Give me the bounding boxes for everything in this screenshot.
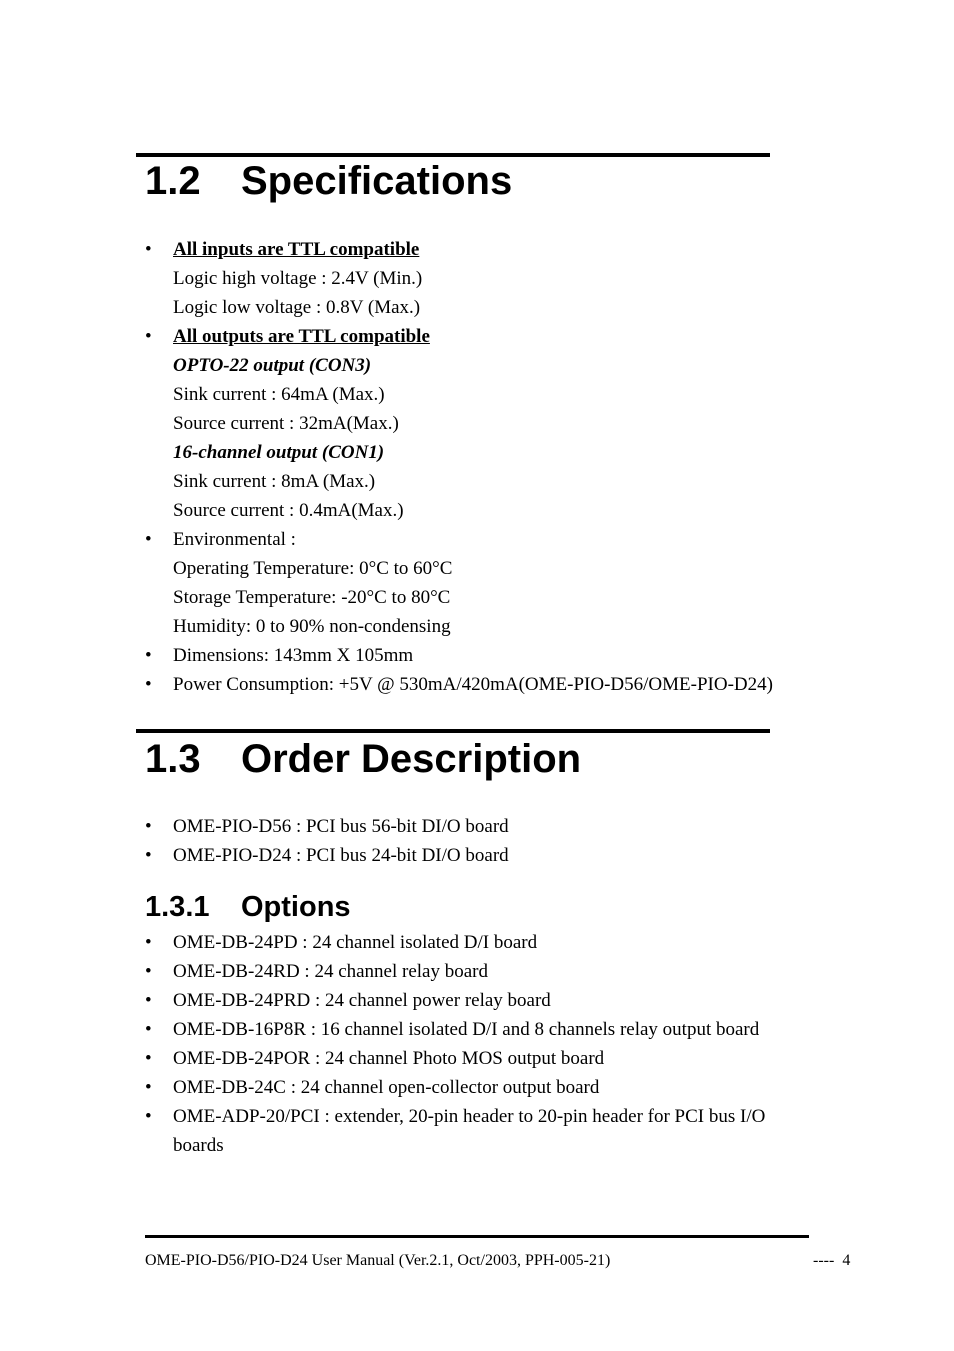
power-line: Power Consumption: +5V @ 530mA/420mA(OME-PIO-D56/OME-PIO-D24) xyxy=(173,674,773,695)
bullet: • xyxy=(145,326,152,347)
order-list xyxy=(145,812,509,870)
section-number: 1.2 xyxy=(145,159,201,203)
bullet: • xyxy=(145,845,152,866)
opto-heading: OPTO-22 output (CON3) xyxy=(173,355,372,376)
list-item xyxy=(145,957,813,986)
list-item xyxy=(145,986,813,1015)
outputs-heading: All outputs are TTL compatible xyxy=(173,326,430,347)
spec-line: Source current : 0.4mA(Max.) xyxy=(173,500,404,521)
bullet: • xyxy=(145,1019,152,1040)
bullet: • xyxy=(145,529,152,550)
list-item xyxy=(145,554,773,583)
list-item xyxy=(145,812,509,841)
spec-line: Humidity: 0 to 90% non-condensing xyxy=(173,616,451,637)
bullet: • xyxy=(145,1048,152,1069)
section-rule xyxy=(136,729,770,733)
bullet: • xyxy=(145,674,152,695)
subsection-heading-options xyxy=(145,893,351,922)
option-item: OME-ADP-20/PCI : extender, 20-pin header to 20-pin header for PCI bus I/O boards xyxy=(173,1106,766,1156)
spec-line: Operating Temperature: 0°C to 60°C xyxy=(173,558,453,579)
list-item xyxy=(145,322,773,351)
spec-line: Sink current : 64mA (Max.) xyxy=(173,384,385,405)
bullet: • xyxy=(145,932,152,953)
options-list xyxy=(145,928,813,1160)
bullet: • xyxy=(145,816,152,837)
list-item xyxy=(145,1073,813,1102)
list-item xyxy=(145,235,773,264)
dimensions-line: Dimensions: 143mm X 105mm xyxy=(173,645,414,666)
list-item xyxy=(145,496,773,525)
subsection-title: Options xyxy=(241,891,351,923)
list-item xyxy=(145,1015,813,1044)
option-item: OME-DB-24C : 24 channel open-collector output board xyxy=(173,1077,600,1098)
section-heading-order-description xyxy=(145,739,581,779)
section-number: 1.3 xyxy=(145,737,201,781)
list-item xyxy=(145,264,773,293)
footer-rule xyxy=(145,1235,809,1238)
spec-line: Source current : 32mA(Max.) xyxy=(173,413,399,434)
list-item xyxy=(145,670,773,699)
list-item xyxy=(145,1044,813,1073)
list-item xyxy=(145,525,773,554)
bullet: • xyxy=(145,645,152,666)
order-item: OME-PIO-D24 : PCI bus 24-bit DI/O board xyxy=(173,845,509,866)
footer-text: OME-PIO-D56/PIO-D24 User Manual (Ver.2.1, Oct/2003, PPH-005-21) xyxy=(145,1252,611,1269)
spec-line: Storage Temperature: -20°C to 80°C xyxy=(173,587,451,608)
option-item: OME-DB-24RD : 24 channel relay board xyxy=(173,961,489,982)
spec-line: Sink current : 8mA (Max.) xyxy=(173,471,376,492)
section-title: Specifications xyxy=(241,159,513,203)
option-item: OME-DB-24POR : 24 channel Photo MOS output board xyxy=(173,1048,605,1069)
section-heading-specifications xyxy=(145,161,512,201)
list-item xyxy=(145,1102,813,1160)
list-item xyxy=(145,380,773,409)
list-item xyxy=(145,438,773,467)
bullet: • xyxy=(145,239,152,260)
option-item: OME-DB-16P8R : 16 channel isolated D/I and 8 channels relay output board xyxy=(173,1019,760,1040)
list-item xyxy=(145,293,773,322)
list-item xyxy=(145,351,773,380)
spec-line: Logic low voltage : 0.8V (Max.) xyxy=(173,297,421,318)
page-number: ---- 4 xyxy=(813,1252,851,1269)
ch16-heading: 16-channel output (CON1) xyxy=(173,442,385,463)
bullet: • xyxy=(145,1106,152,1127)
option-item: OME-DB-24PD : 24 channel isolated D/I board xyxy=(173,932,538,953)
list-item xyxy=(145,612,773,641)
list-item xyxy=(145,841,509,870)
option-item: OME-DB-24PRD : 24 channel power relay board xyxy=(173,990,551,1011)
list-item xyxy=(145,928,813,957)
list-item xyxy=(145,409,773,438)
subsection-number: 1.3.1 xyxy=(145,891,210,923)
section-rule xyxy=(136,153,770,157)
order-item: OME-PIO-D56 : PCI bus 56-bit DI/O board xyxy=(173,816,509,837)
list-item xyxy=(145,467,773,496)
list-item xyxy=(145,583,773,612)
inputs-heading: All inputs are TTL compatible xyxy=(173,239,420,260)
spec-list xyxy=(145,235,773,699)
list-item xyxy=(145,641,773,670)
bullet: • xyxy=(145,961,152,982)
bullet: • xyxy=(145,990,152,1011)
section-title: Order Description xyxy=(241,737,582,781)
bullet: • xyxy=(145,1077,152,1098)
env-heading: Environmental : xyxy=(173,529,296,550)
spec-line: Logic high voltage : 2.4V (Min.) xyxy=(173,268,423,289)
